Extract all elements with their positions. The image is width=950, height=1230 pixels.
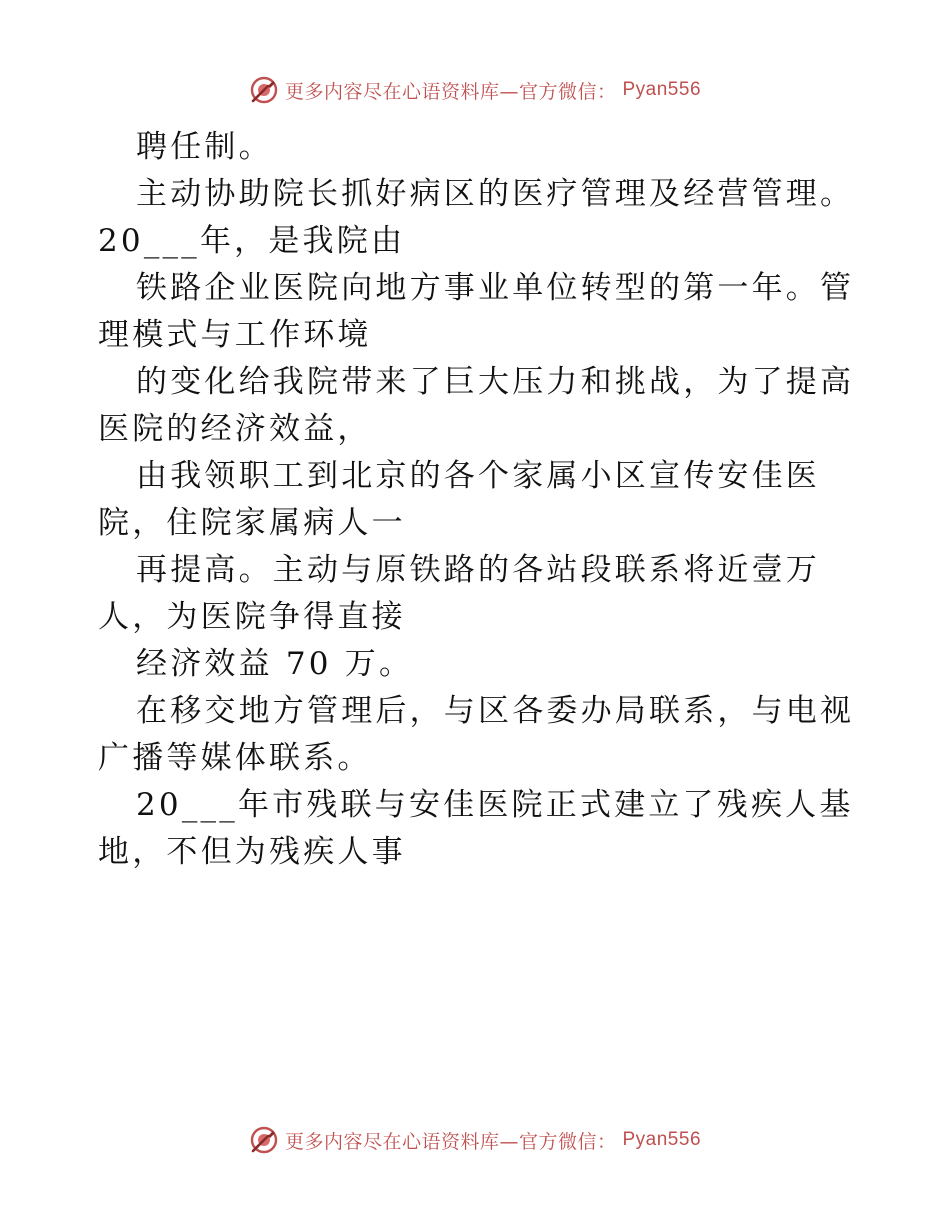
text-line: 主动协助院长抓好病区的医疗管理及经营管理。: [136, 176, 855, 212]
text-line: 院，住院家属病人一: [98, 505, 406, 541]
text-line: 经济效益 70 万。: [136, 646, 414, 682]
header-watermark: [0, 72, 950, 108]
text-line: 20___年，是我院由: [98, 223, 406, 259]
footer-watermark: [0, 1122, 950, 1158]
watermark-prefix: 更多内容尽在心语资料库—官方微信：: [284, 1130, 617, 1153]
text-line: 理模式与工作环境: [98, 317, 372, 353]
watermark-wechat-id: Pyan556: [622, 1129, 702, 1150]
text-line: 由我领职工到北京的各个家属小区宣传安佳医: [136, 458, 820, 494]
text-line: 人，为医院争得直接: [98, 599, 406, 635]
document-body: [98, 124, 878, 876]
pen-circle-icon: [249, 1125, 279, 1155]
watermark-wechat-id: Pyan556: [622, 79, 702, 100]
text-line: 的变化给我院带来了巨大压力和挑战，为了提高: [136, 364, 855, 400]
text-line: 在移交地方管理后，与区各委办局联系，与电视: [136, 693, 855, 729]
text-line: 铁路企业医院向地方事业单位转型的第一年。管: [136, 270, 855, 306]
watermark-text-group: [249, 1125, 701, 1155]
text-line: 医院的经济效益，: [98, 411, 372, 447]
watermark-prefix: 更多内容尽在心语资料库—官方微信：: [284, 80, 617, 103]
text-line: 再提高。主动与原铁路的各站段联系将近壹万: [136, 552, 820, 588]
pen-circle-icon: [249, 75, 279, 105]
text-line: 地，不但为残疾人事: [98, 834, 406, 870]
text-line: 20___年市残联与安佳医院正式建立了残疾人基: [136, 787, 854, 823]
text-line: 聘任制。: [136, 129, 273, 165]
text-line: 广播等媒体联系。: [98, 740, 372, 776]
watermark-text-group: [249, 75, 701, 105]
